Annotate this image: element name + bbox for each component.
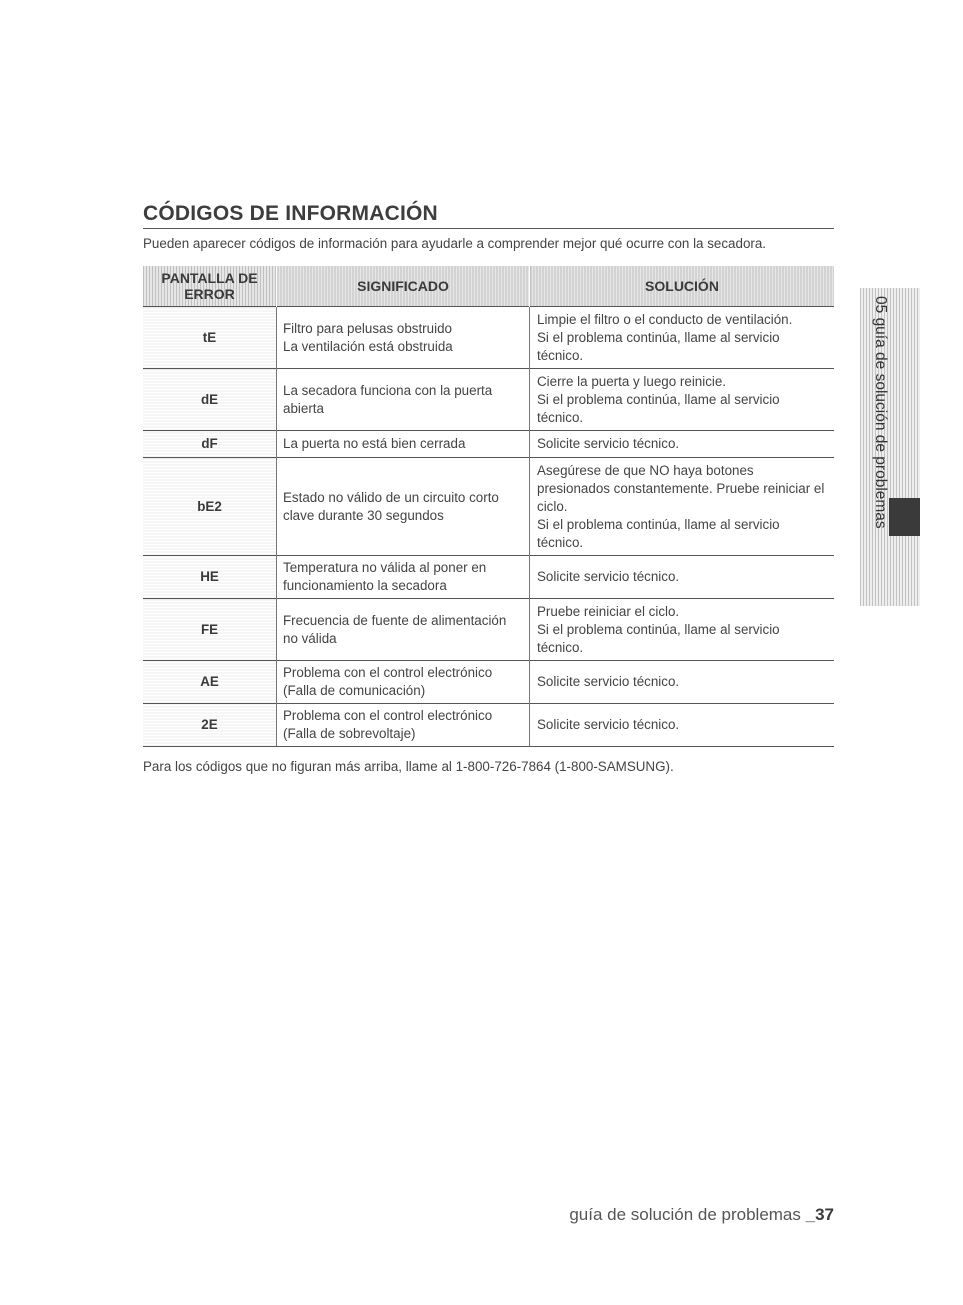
table-body [143, 307, 834, 747]
solution-cell [530, 661, 835, 704]
solution-line: Si el problema continúa, llame al servicio técnico. [537, 621, 780, 655]
header-solution: SOLUCIÓN [530, 266, 835, 307]
meaning-cell [277, 369, 530, 431]
page-number: _37 [805, 1205, 834, 1224]
chapter-side-tab [860, 288, 920, 606]
table-row [143, 556, 834, 599]
table-row [143, 307, 834, 369]
solution-cell [530, 556, 835, 599]
error-code-cell: tE [143, 307, 277, 369]
meaning-line: Filtro para pelusas obstruido [283, 320, 452, 336]
header-meaning: SIGNIFICADO [277, 266, 530, 307]
solution-line: Limpie el filtro o el conducto de ventilación. [537, 311, 793, 327]
table-row [143, 369, 834, 431]
solution-cell [530, 369, 835, 431]
solution-line: Solicite servicio técnico. [537, 674, 680, 689]
solution-line: Solicite servicio técnico. [537, 436, 680, 451]
chapter-title: guía de solución de problemas [872, 317, 889, 529]
meaning-cell [277, 458, 530, 556]
meaning-line: Estado no válido de un circuito corto clave durante 30 segundos [283, 489, 499, 523]
error-code-cell: dE [143, 369, 277, 431]
meaning-line: La ventilación está obstruida [283, 338, 453, 354]
table-row [143, 661, 834, 704]
table-row [143, 458, 834, 556]
solution-line: Asegúrese de que NO haya botones presionados constantemente. Pruebe reiniciar el ciclo. [537, 462, 825, 514]
chapter-marker-block [889, 498, 920, 536]
solution-line: Si el problema continúa, llame al servicio técnico. [537, 391, 780, 425]
meaning-line: Temperatura no válida al poner en funcionamiento la secadora [283, 560, 487, 593]
page-footer [569, 1205, 834, 1225]
solution-line: Solicite servicio técnico. [537, 717, 680, 732]
meaning-cell [277, 307, 530, 369]
solution-cell [530, 458, 835, 556]
solution-line: Cierre la puerta y luego reinicie. [537, 373, 727, 389]
solution-cell [530, 599, 835, 661]
meaning-line: Problema con el control electrónico (Falla de sobrevoltaje) [283, 708, 493, 741]
header-error-display: PANTALLA DE ERROR [143, 266, 277, 307]
meaning-cell [277, 431, 530, 458]
meaning-line: La puerta no está bien cerrada [283, 436, 466, 451]
footnote: Para los códigos que no figuran más arriba, llame al 1-800-726-7864 (1-800-SAMSUNG). [143, 759, 674, 774]
solution-cell [530, 431, 835, 458]
section-title: CÓDIGOS DE INFORMACIÓN [143, 202, 834, 229]
error-code-cell: 2E [143, 704, 277, 747]
table-row [143, 704, 834, 747]
meaning-line: Problema con el control electrónico (Falla de comunicación) [283, 665, 493, 698]
meaning-line: Frecuencia de fuente de alimentación no válida [283, 612, 507, 646]
solution-cell [530, 307, 835, 369]
meaning-cell [277, 661, 530, 704]
solution-line: Pruebe reiniciar el ciclo. [537, 603, 680, 619]
meaning-cell [277, 599, 530, 661]
solution-line: Solicite servicio técnico. [537, 569, 680, 584]
table-row [143, 431, 834, 458]
meaning-cell [277, 704, 530, 747]
error-code-cell: FE [143, 599, 277, 661]
chapter-tab-label [868, 296, 890, 596]
section-intro: Pueden aparecer códigos de información para ayudarle a comprender mejor qué ocurre con la secadora. [143, 236, 767, 251]
chapter-number: 05 [872, 296, 889, 314]
error-code-cell: bE2 [143, 458, 277, 556]
footer-section-name: guía de solución de problemas [569, 1205, 801, 1224]
meaning-line: La secadora funciona con la puerta abierta [283, 382, 493, 416]
error-code-cell: HE [143, 556, 277, 599]
error-code-cell: dF [143, 431, 277, 458]
solution-cell [530, 704, 835, 747]
table-header-row [143, 266, 834, 307]
solution-line: Si el problema continúa, llame al servicio técnico. [537, 329, 780, 363]
error-code-cell: AE [143, 661, 277, 704]
information-codes-table [143, 266, 834, 747]
table-row [143, 599, 834, 661]
solution-line: Si el problema continúa, llame al servicio técnico. [537, 516, 780, 550]
meaning-cell [277, 556, 530, 599]
